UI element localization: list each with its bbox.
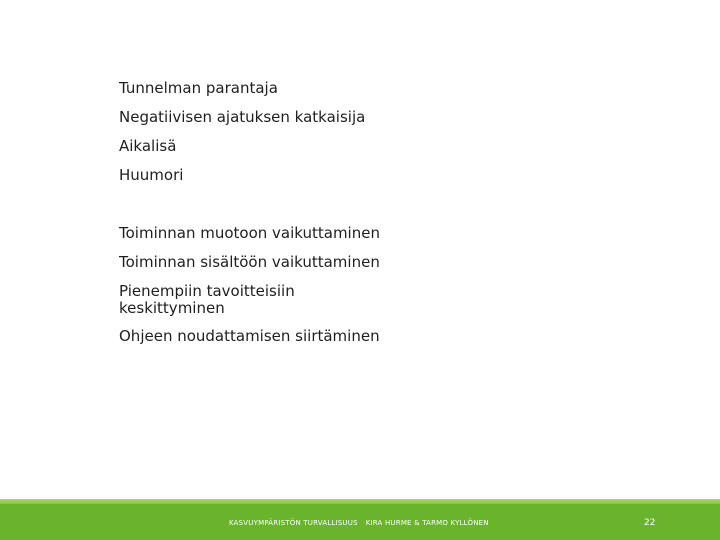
list-item: Aikalisä [119,137,177,155]
list-item: Huumori [119,166,184,184]
list-item: Toiminnan muotoon vaikuttaminen [119,224,380,242]
list-item: Pienempiin tavoitteisiin keskittyminen [119,282,295,317]
footer-title: KASVUYMPÄRISTÖN TURVALLISUUS [229,519,358,527]
page-number: 22 [644,518,656,528]
list-item: Tunnelman parantaja [119,79,278,97]
list-item: Toiminnan sisältöön vaikuttaminen [119,253,380,271]
list-item: Ohjeen noudattamisen siirtäminen [119,327,380,345]
footer-text [229,519,489,527]
list-item: Negatiivisen ajatuksen katkaisija [119,108,366,126]
footer-bar [0,504,720,540]
footer-authors: KIRA HURME & TARMO KYLLÖNEN [365,519,489,527]
